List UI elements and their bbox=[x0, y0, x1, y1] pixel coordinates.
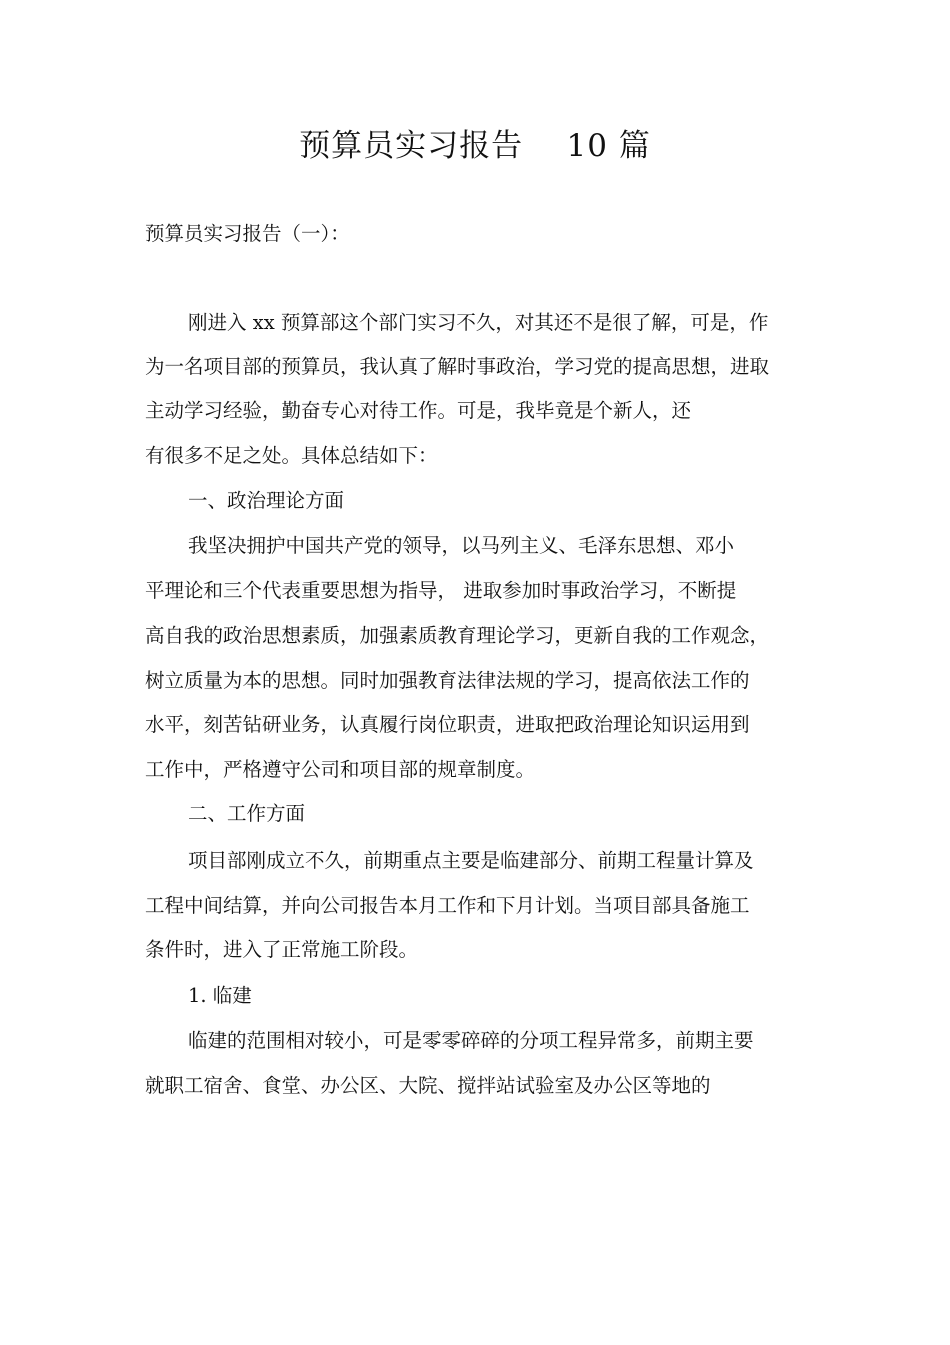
body-line: 我坚决拥护中国共产党的领导，以马列主义、毛泽东思想、邓小 bbox=[188, 534, 735, 557]
body-line: 高自我的政治思想素质，加强素质教育理论学习，更新自我的工作观念， bbox=[145, 624, 770, 647]
body-line: 主动学习经验，勤奋专心对待工作。可是，我毕竟是个新人，还 bbox=[145, 399, 692, 422]
body-line: 就职工宿舍、食堂、办公区、大院、搅拌站试验室及办公区等地的 bbox=[145, 1074, 711, 1097]
body-line: 项目部刚成立不久，前期重点主要是临建部分、前期工程量计算及 bbox=[188, 849, 754, 872]
body-line: 平理论和三个代表重要思想为指导， 进取参加时事政治学习，不断提 bbox=[145, 579, 737, 602]
body-line: 有很多不足之处。具体总结如下： bbox=[145, 444, 438, 467]
body-line: 树立质量为本的思想。同时加强教育法律法规的学习，提高依法工作的 bbox=[145, 669, 750, 692]
body-line: 水平，刻苦钻研业务，认真履行岗位职责，进取把政治理论知识运用到 bbox=[145, 713, 750, 736]
body-line: 工作中，严格遵守公司和项目部的规章制度。 bbox=[145, 758, 536, 781]
body-line: 临建的范围相对较小，可是零零碎碎的分项工程异常多，前期主要 bbox=[188, 1029, 754, 1052]
subsection-heading: 1. 临建 bbox=[188, 984, 252, 1007]
body-line: 刚进入 xx 预算部这个部门实习不久，对其还不是很了解，可是，作 bbox=[188, 311, 769, 334]
section-subtitle: 预算员实习报告（一）： bbox=[145, 222, 350, 245]
section-heading: 二、工作方面 bbox=[188, 802, 306, 825]
body-line: 工程中间结算，并向公司报告本月工作和下月计划。当项目部具备施工 bbox=[145, 894, 750, 917]
body-line: 条件时，进入了正常施工阶段。 bbox=[145, 938, 419, 961]
document-title: 预算员实习报告 10 篇 bbox=[299, 128, 651, 164]
body-line: 为一名项目部的预算员，我认真了解时事政治，学习党的提高思想，进取 bbox=[145, 355, 770, 378]
section-heading: 一、政治理论方面 bbox=[188, 489, 345, 512]
